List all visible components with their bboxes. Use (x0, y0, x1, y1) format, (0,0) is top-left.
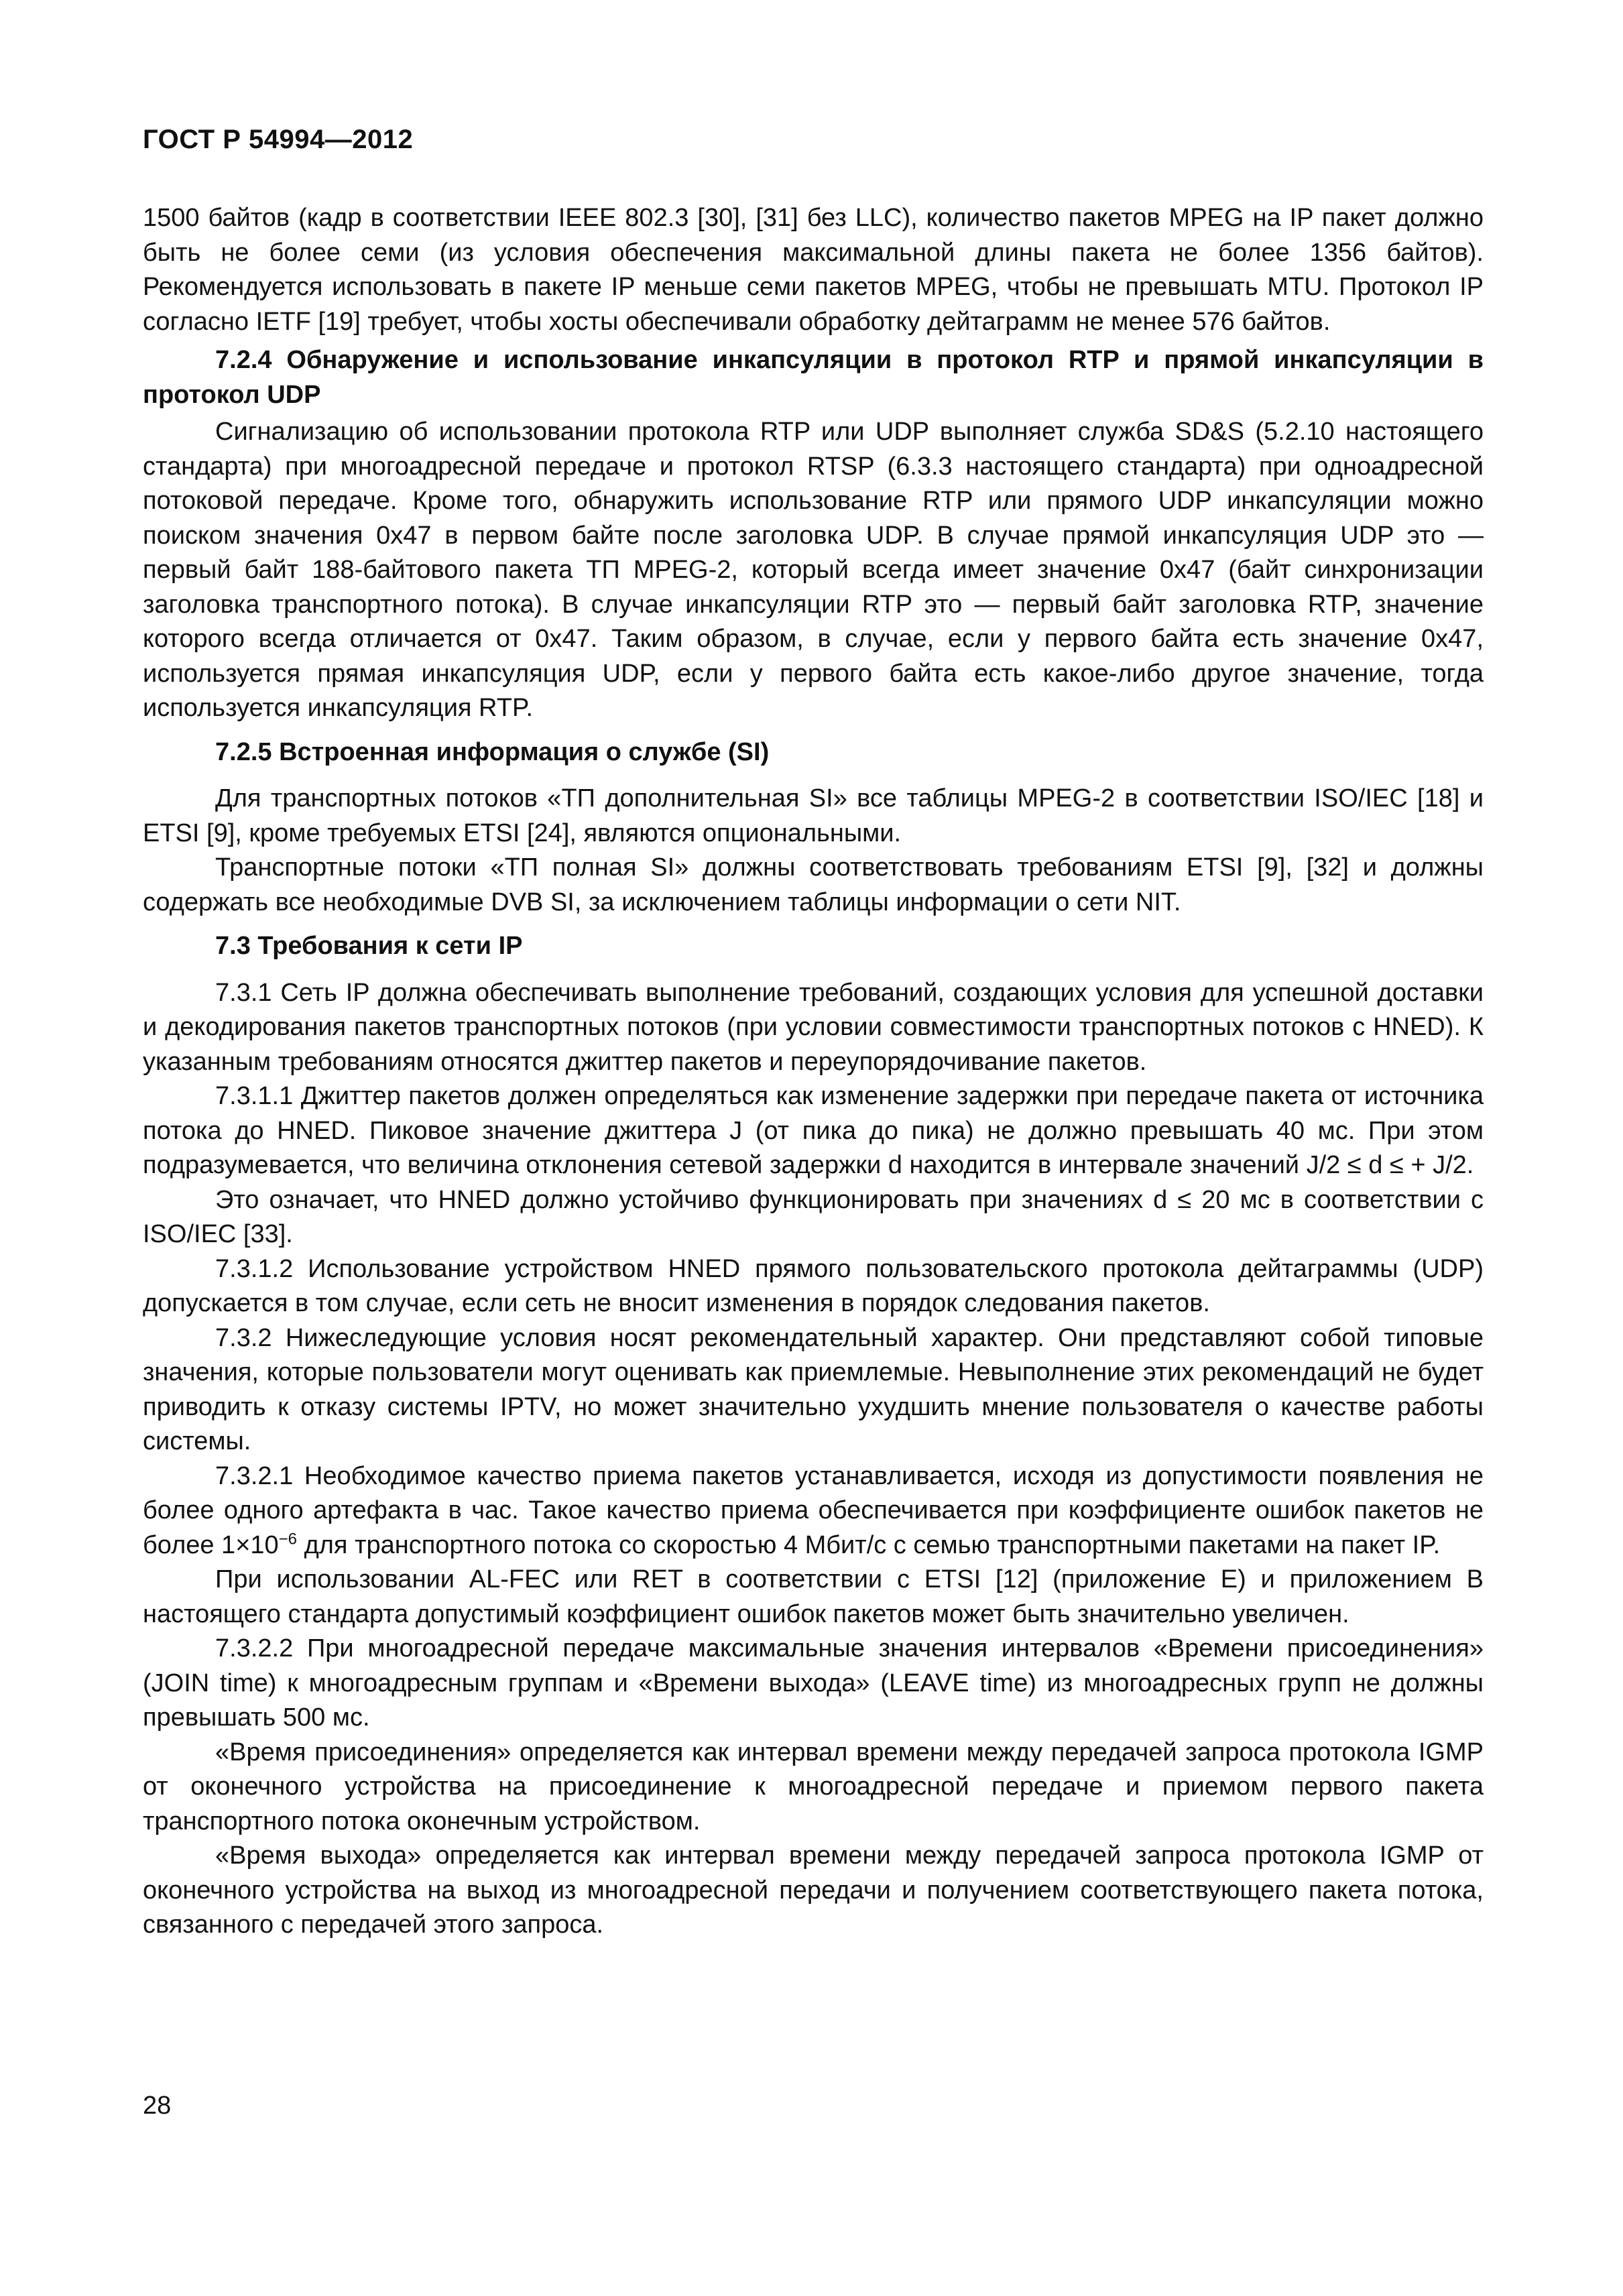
paragraph-7-3-2-1-part-a: 7.3.2.1 Необходимое качество приема пакетов устанавливается, исходя из допустимости появления не более одного артефакта в час. Такое качество приема обеспечивается при коэффициенте ошибок пакетов не более 1×10 (143, 1461, 1484, 1559)
page-number: 28 (143, 2092, 172, 2120)
paragraph-7-3-2-1-part-b: для транспортного потока со скоростью 4 Мбит/с с семью транспортными пакетами на пакет IP. (297, 1530, 1441, 1559)
paragraph-leave-time: «Время выхода» определяется как интервал времени между передачей запроса протокола IGMP от оконечного устройства на выход из многоадресной передачи и получением соответствующего пакета потока, связанного с передачей этого запроса. (143, 1841, 1484, 1939)
document-header: ГОСТ Р 54994—2012 (143, 125, 414, 154)
paragraph-join-time: «Время присоединения» определяется как интервал времени между передачей запроса протокола IGMP от оконечного устройства на присоединение к многоадресной передаче и приемом первого пакета транспортного потока оконечным устройством. (143, 1738, 1484, 1835)
paragraph-continuation: 1500 байтов (кадр в соответствии IEEE 802.3 [30], [31] без LLC), количество пакетов MPEG на IP пакет должно быть не более семи (из условия обеспечения максимальной длины пакета не более 1356 байтов). Рекомендуется использовать в пакете IP меньше семи пакетов MPEG, чтобы не превышать MTU. Протокол IP согласно IETF [19] требует, чтобы хосты обеспечивали обработку дейтаграмм не менее 576 байтов. (143, 204, 1484, 336)
paragraph-7-3-2: 7.3.2 Нижеследующие условия носят рекомендательный характер. Они представляют собой типовые значения, которые пользователи могут оценивать как приемлемые. Невыполнение этих рекомендаций не будет приводить к отказу системы IPTV, но может значительно ухудшить мнение пользователя о качестве работы системы. (143, 1323, 1484, 1455)
paragraph-7-3-2-2: 7.3.2.2 При многоадресной передаче максимальные значения интервалов «Времени присоединения» (JOIN time) к многоадресным группам и «Времени выхода» (LEAVE time) из многоадресных групп не должны превышать 500 мс. (143, 1634, 1484, 1732)
section-heading-7-3: 7.3 Требования к сети IP (215, 932, 523, 960)
paragraph-7-3-2-1-b: При использовании AL-FEC или RET в соответствии с ETSI [12] (приложение E) и приложением B настоящего стандарта допустимый коэффициент ошибок пакетов может быть значительно увеличен. (143, 1565, 1484, 1628)
paragraph-7-2-5-a: Для транспортных потоков «ТП дополнительная SI» все таблицы MPEG-2 в соответствии ISO/IEC [18] и ETSI [9], кроме требуемых ETSI [24], являются опциональными. (143, 784, 1484, 847)
paragraph-7-3-1-2: 7.3.1.2 Использование устройством HNED прямого пользовательского протокола дейтаграммы (UDP) допускается в том случае, если сеть не вносит изменения в порядок следования пакетов. (143, 1254, 1484, 1317)
section-heading-7-2-5: 7.2.5 Встроенная информация о службе (SI) (215, 737, 770, 766)
section-heading-7-2-4: 7.2.4 Обнаружение и использование инкапсуляции в протокол RTP и прямой инкапсуляции в протокол UDP (143, 346, 1484, 409)
paragraph-7-3-1-1-b: Это означает, что HNED должно устойчиво функционировать при значениях d ≤ 20 мс в соответствии с ISO/IEC [33]. (143, 1185, 1484, 1248)
paragraph-7-2-5-b: Транспортные потоки «ТП полная SI» должны соответствовать требованиям ETSI [9], [32] и должны содержать все необходимые DVB SI, за исключением таблицы информации о сети NIT. (143, 853, 1484, 916)
paragraph-7-2-4: Сигнализацию об использовании протокола RTP или UDP выполняет служба SD&S (5.2.10 настоящего стандарта) при многоадресной передаче и протокол RTSP (6.3.3 настоящего стандарта) при одноадресной потоковой передаче. Кроме того, обнаружить использование RTP или прямого UDP инкапсуляции можно поиском значения 0x47 в первом байте после заголовка UDP. В случае прямой инкапсуляция UDP это — первый байт 188-байтового пакета ТП MPEG-2, который всегда имеет значение 0x47 (байт синхронизации заголовка транспортного потока). В случае инкапсуляции RTP это — первый байт заголовка RTP, значение которого всегда отличается от 0x47. Таким образом, в случае, если у первого байта есть значение 0x47, используется прямая инкапсуляция UDP, если у первого байта есть какое-либо другое значение, тогда используется инкапсуляция RTP. (143, 418, 1484, 722)
paragraph-7-3-1: 7.3.1 Сеть IP должна обеспечивать выполнение требований, создающих условия для успешной доставки и декодирования пакетов транспортных потоков (при условии совместимости транспортных потоков с HNED). К указанным требованиям относятся джиттер пакетов и переупорядочивание пакетов. (143, 978, 1484, 1076)
paragraph-7-3-1-1: 7.3.1.1 Джиттер пакетов должен определяться как изменение задержки при передаче пакета от источника потока до HNED. Пиковое значение джиттера J (от пика до пика) не должно превышать 40 мс. При этом подразумевается, что величина отклонения сетевой задержки d находится в интервале значений J/2 ≤ d ≤ + J/2. (143, 1082, 1484, 1179)
exponent: −6 (278, 1529, 298, 1548)
paragraph-7-3-2-1 (143, 1459, 1484, 1563)
document-body (143, 201, 1484, 1943)
